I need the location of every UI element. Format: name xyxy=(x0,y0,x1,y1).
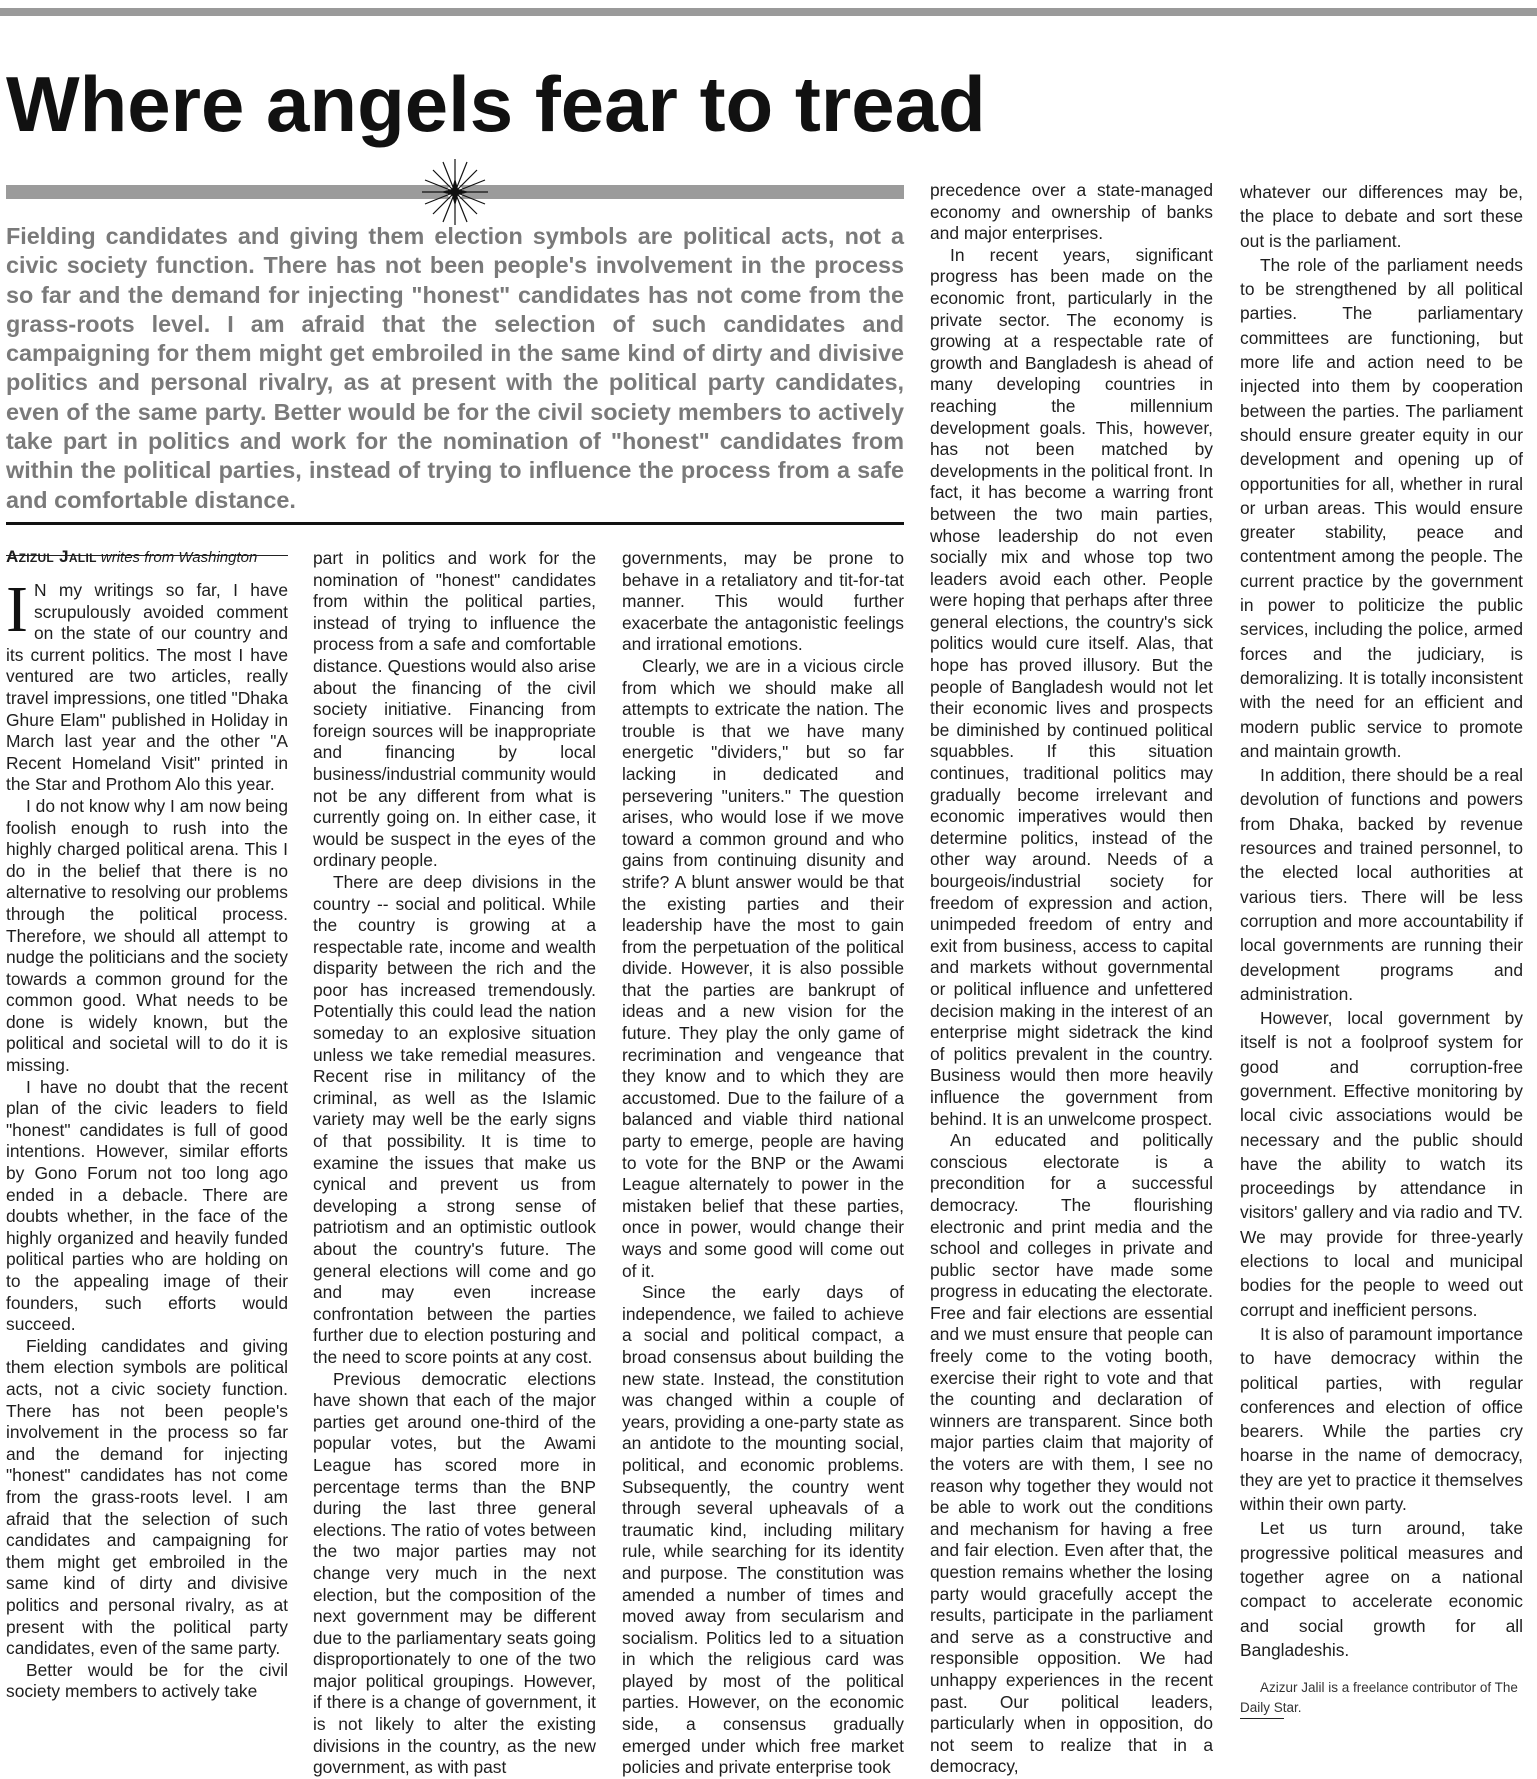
paragraph: part in politics and work for the nomination of "honest" candidates from within the political parties, instead of trying to influence the process from a safe and comfortable distance. Questions would also arise about the financing of the civil society initiative. Financing from foreign sources will be inappropriate and financing by local business/industrial community would not be any different from what is currently going on. In either case, it would be suspect in the eyes of the ordinary people. xyxy=(313,548,596,871)
byline-location: writes from Washington xyxy=(100,549,258,566)
paragraph: I have no doubt that the recent plan of the civic leaders to field "honest" candidates is full of good intentions. However, similar efforts by Gono Forum not too long ago ended in a debacle. There are doubts whether, in the face of the highly organized and heavily funded political parties who are holding on to the appealing image of their founders, such efforts would succeed. xyxy=(6,1076,288,1335)
starburst-icon xyxy=(420,157,490,227)
article-column-2 xyxy=(313,548,596,1779)
byline xyxy=(6,548,288,567)
paragraph: Better would be for the civil society members to actively take xyxy=(6,1659,288,1702)
author-tagline: Azizur Jalil is a freelance contributor of The Daily Star. xyxy=(1240,1680,1518,1716)
paragraph: An educated and politically conscious electorate is a precondition for a successful democracy. The flourishing electronic and print media and the school and colleges in private and public sector have made some progress in educating the electorate. Free and fair elections are essential and we must ensure that people can freely come to the voting booth, exercise their right to vote and that the counting and declaration of winners are transparent. Since both major parties claim that majority of the voters are with them, I see no reason why together they would not be able to work out the conditions and mechanism for having a free and fair election. Even after that, the question remains whether the losing party would gracefully accept the results, participate in the parliament and serve as a constructive and responsible opposition. We had unhappy experiences in the recent past. Our political leaders, particularly when in opposition, do not seem to realize that in a democracy, xyxy=(930,1130,1213,1777)
article-column-4 xyxy=(930,180,1213,1778)
author-name: Azizul Jalil xyxy=(6,547,97,566)
paragraph xyxy=(6,573,288,796)
paragraph: governments, may be prone to behave in a retaliatory and tit-for-tat manner. This would further exacerbate the antagonistic feelings and irrational emotions. xyxy=(622,548,904,655)
paragraph: In recent years, significant progress has been made on the economic front, particularly in the private sector. The economy is growing at a respectable rate of growth and Bangladesh is ahead of many developing countries in reaching the millennium development goals. This, however, has not been matched by developments in the political front. In fact, it has become a warring front between the two main parties, whose leadership do not even socially mix and whose top two leaders avoid each other. People were hoping that perhaps after three general elections, the country's sick politics would cure itself. Alas, that hope has proved illusory. But the people of Bangladesh would not let their economic lives and prospects be diminished by continued political squabbles. If this situation continues, traditional politics may gradually become irrelevant and economic imperatives would then determine politics, instead of the other way around. Needs of a bourgeois/industrial society for freedom of expression and action, unimpeded freedom of entry and exit from business, access to capital and markets without governmental or political influence and unfettered decision making in the interest of an enterprise might sidetrack the kind of politics prevalent in the country. Business would then more heavily influence the government from behind. It is an unwelcome prospect. xyxy=(930,244,1213,1129)
drop-cap: I xyxy=(6,573,28,646)
tagline-rule xyxy=(1240,1718,1284,1719)
paragraph: In addition, there should be a real devolution of functions and powers from Dhaka, backed by revenue resources and trained personnel, to the elected local authorities at various tiers. There will be less corruption and more accountability if local governments are running their development programs and administration. xyxy=(1240,765,1523,1004)
paragraph: Fielding candidates and giving them election symbols are political acts, not a civic society function. There has not been people's involvement in the process so far and the demand for injecting "honest" candidates has not come from the grass-roots level. I am afraid that the selection of such candidates and campaigning for them might get embroiled in the same kind of dirty and divisive politics and personal rivalry, as at present with the political party candidates, even of the same party. xyxy=(6,1335,288,1659)
headline: Where angels fear to tread xyxy=(6,60,986,148)
paragraph: Previous democratic elections have shown that each of the major parties get around one-third of the popular votes, but the Awami League has scored more in percentage terms than the BNP during the last three general elections. The ratio of votes between the two major parties may not change very much in the next election, but the composition of the next government may be different due to the parliamentary seats going disproportionately to one of the two major political groupings. However, if there is a change of government, it is not likely to alter the existing divisions in the country, as the new government, as with past xyxy=(313,1368,596,1778)
paragraph: However, local government by itself is not a foolproof system for good and corruption-free government. Effective monitoring by local civic associations would be necessary and the public should have the ability to watch its proceedings by attendance in visitors' gallery and via radio and TV. We may provide for three-yearly elections to local and municipal bodies for the people to weed out corrupt and inefficient persons. xyxy=(1240,1008,1523,1320)
lede-bottom-rule xyxy=(6,522,904,525)
paragraph: whatever our differences may be, the place to debate and sort these out is the parliament. xyxy=(1240,182,1523,251)
article-column-5 xyxy=(1240,180,1523,1719)
paragraph: The role of the parliament needs to be strengthened by all political parties. The parliamentary committees are functioning, but more life and action need to be injected into them by cooperation between the parties. The parliament should ensure greater equity in our development and opening up of opportunities for all, whether in rural or urban areas. This would ensure greater stability, peace and contentment among the people. The current practice by the government in power to politicize the public services, including the police, armed forces and the judiciary, is demoralizing. It is totally inconsistent with the need for an efficient and modern public service to promote and maintain growth. xyxy=(1240,254,1523,761)
top-border-bar xyxy=(0,8,1537,16)
article-column-1 xyxy=(6,548,288,1703)
paragraph: Let us turn around, take progressive political measures and together agree on a national compact to accelerate economic and social growth for all Bangladeshis. xyxy=(1240,1518,1523,1660)
paragraph: I do not know why I am now being foolish enough to rush into the highly charged political arena. This I do in the belief that there is no alternative to resolving our problems through the political process. Therefore, we should all attempt to nudge the politicians and the society towards a common ground for the common good. What needs to be done is widely known, but the political and societal will to do it is missing. xyxy=(6,795,288,1076)
paragraph: It is also of paramount importance to have democracy within the political parties, with regular conferences and election of office bearers. While the parties cry hoarse in the name of democracy, they are yet to practice it themselves within their own party. xyxy=(1240,1323,1523,1515)
article-column-3 xyxy=(622,548,904,1779)
paragraph: precedence over a state-managed economy and ownership of banks and major enterprises. xyxy=(930,180,1213,244)
paragraph: There are deep divisions in the country -- social and political. While the country is growing at a respectable rate, income and wealth disparity between the rich and the poor has increased tremendously. Potentially this could lead the nation someday to an explosive situation unless we take remedial measures. Recent rise in militancy of the criminal, as well as the Islamic variety may well be the early signs of that possibility. It is time to examine the issues that make us cynical and prevent us from developing a strong sense of patriotism and an optimistic outlook about the country's future. The general elections will come and go and may even increase confrontation between the parties further due to election posturing and the need to score points at any cost. xyxy=(313,871,596,1367)
lede-paragraph: Fielding candidates and giving them election symbols are political acts, not a civic society function. There has not been people's involvement in the process so far and the demand for injecting "honest" candidates has not come from the grass-roots level. I am afraid that the selection of such candidates and campaigning for them might get embroiled in the same kind of dirty and divisive politics and personal rivalry, as at present with the political party candidates, even of the same party. Better would be for the civil society members to actively take part in politics and work for the nomination of "honest" candidates from within the political parties, instead of trying to influence the process from a safe and comfortable distance. xyxy=(6,223,904,513)
paragraph-text: N my writings so far, I have scrupulously avoided comment on the state of our country and its current politics. The most I have ventured are two articles, really travel impressions, one titled "Dhaka Ghure Elam" published in Holiday in March last year and the other "A Recent Homeland Visit" printed in the Star and Prothom Alo this year. xyxy=(6,580,288,795)
paragraph: Since the early days of independence, we failed to achieve a social and political compact, a broad consensus about building the new state. Instead, the constitution was changed within a couple of years, providing a one-party state as an antidote to the mounting social, political, and economic problems. Subsequently, the country went through several upheavals of a traumatic kind, including military rule, while searching for its identity and purpose. The constitution was amended a number of times and moved away from secularism and socialism. Politics led to a situation in which the religious card was played by most of the political parties. However, on the economic side, a consensus gradually emerged under which free market policies and private enterprise took xyxy=(622,1282,904,1778)
paragraph: Clearly, we are in a vicious circle from which we should make all attempts to extricate the nation. The trouble is that we have many energetic "dividers," but so far lacking in dedicated and persevering "uniters." The question arises, who would lose if we move toward a common ground and who gains from continuing disunity and strife? A blunt answer would be that the existing parties and their leadership have the most to gain from the perpetuation of the political divide. However, it is also possible that the parties are bankrupt of ideas and a new vision for the future. They play the only game of recrimination and vengeance that they know and to which they are accustomed. Due to the failure of a balanced and viable third national party to emerge, people are having to vote for the BNP or the Awami League alternately to power in the mistaken belief that these parties, once in power, would change their ways and some good will come out of it. xyxy=(622,655,904,1281)
